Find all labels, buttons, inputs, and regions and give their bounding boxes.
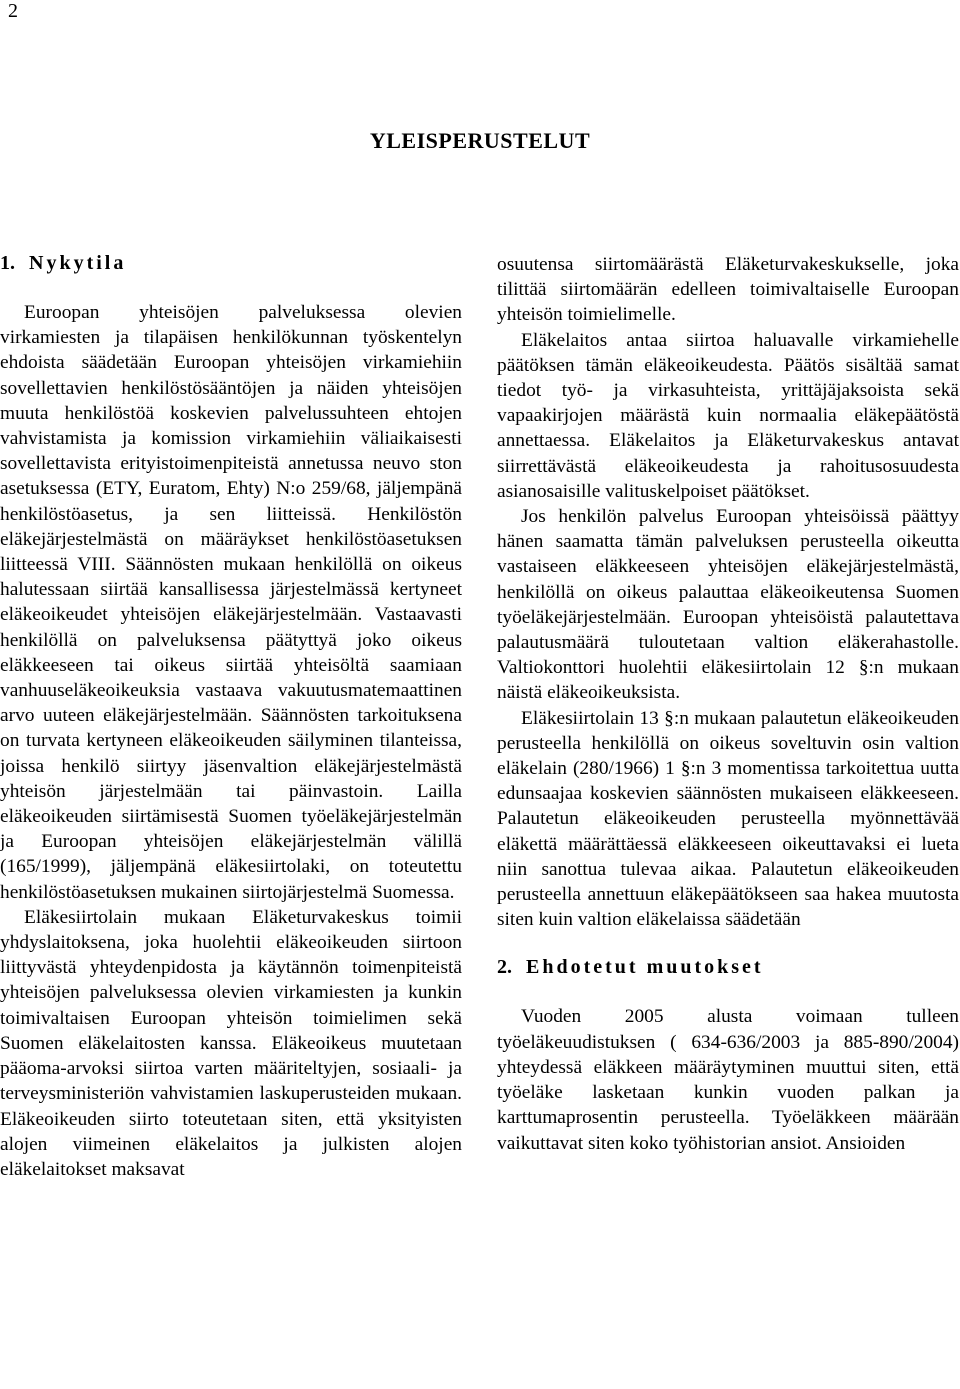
right-paragraph-continued: osuutensa siirtomäärästä Eläketurvakeskukselle, joka tilittää siirtomäärän edelleen toimivaltaiselle Euroopan yhteisön toimielimelle. (497, 254, 959, 326)
right-paragraph-3: Eläkesiirtolain 13 §:n mukaan palautetun eläkeoikeuden perusteella henkilöllä on oikeus soveltuvin osin valtion eläkelain (280/1966) 1 §:n 3 momentissa tarkoitettua uutta edunsaajaa koskevien säännösten mukaiseen eläkkeeseen. Palautetun eläkeoikeuden perusteella myönnettävää eläkettä määrättäessä eläkkeeseen oikeuttavaksi ei lueta niin sanottua tulevaa aikaa. Palautetun eläkeoikeuden perusteella annettuun eläkepäätökseen saa hakea muutosta siten kuin valtion eläkelaissa säädetään (497, 707, 959, 931)
right-column (497, 252, 959, 1156)
page-number: 2 (8, 0, 18, 22)
section-1-title (0, 252, 462, 275)
section-2-label: Ehdotetut muutokset (526, 956, 764, 979)
section-1-number: 1. (0, 252, 15, 274)
left-paragraph-1: Euroopan yhteisöjen palveluksessa olevien virkamiesten ja tilapäisen henkilökunnan työskentelyn ehdoista säädetään Euroopan yhteisöjen virkamiehiin sovellettavien henkilöstösääntöjen ja näiden yhteisöjen muuta henkilöstöä koskevien palvelussuhteen ehtojen vahvistamista ja komission virkamiehiin väliaikaisesti sovellettavista erityistoimenpiteistä annetussa neuvo ston asetuksessa (ETY, Euratom, Ehty) N:o 259/68, jäljempänä henkilöstöasetus, ja sen liitteissä. Henkilöstön eläkejärjestelmästä on määräykset henkilöstöasetuksen liitteessä VIII. Säännösten mukaan henkilöllä on oikeus halutessaan siirtää kansallisessa järjestelmässä kertyneet eläkeoikeudet yhteisöjen eläkejärjestelmään. Vastaavasti henkilöllä on palveluksensa päätyttyä joko oikeus eläkkeeseen tai oikeus siirtää yhteisöltä saamiaan vanhuuseläkeoikeuksia vastaava vakuutusmatemaattinen arvo uuteen eläkejärjestelmään. Säännösten tarkoituksena on turvata kertyneen eläkeoikeuden säilyminen tilanteissa, joissa henkilö siirtyy jäsenvaltion eläkejärjestelmästä yhteisön järjestelmään tai päinvastoin. Lailla eläkeoikeuden siirtämisestä Suomen työeläkejärjestelmän ja Euroopan yhteisöjen eläkejärjestelmän välillä (165/1999), jäljempänä eläkesiirtolaki, on toteutettu henkilöstöasetuksen mukainen siirtojärjestelmä Suomessa. (0, 302, 462, 903)
right-paragraph-4: Vuoden 2005 alusta voimaan tulleen työeläkeuudistuksen ( 634-636/2003 ja 885-890/2004) yhteydessä eläkkeen määräytyminen muuttui siten, että työeläke lasketaan kunkin vuoden palkan ja karttumaprosentin perusteella. Työeläkkeen määrään vaikuttavat siten koko työhistorian ansiot. Ansioiden (497, 1006, 959, 1154)
document-heading: YLEISPERUSTELUT (369, 128, 591, 153)
left-column (0, 252, 462, 1182)
section-2-title (497, 956, 959, 979)
right-paragraph-1: Eläkelaitos antaa siirtoa haluavalle virkamiehelle päätöksen tämän eläkeoikeudesta. Päätös sisältää samat tiedot työ- ja virkasuhteista, yrittäjäjaksoista sekä vapaakirjojen määrästä kuin normaalia eläkepäätöstä annettaessa. Eläkelaitos ja Eläketurvakeskus antavat siirrettävästä eläkeoikeudesta ja rahoitusosuudesta asianosaisille valituskelpoiset päätökset. (497, 329, 959, 502)
section-2-number: 2. (497, 956, 512, 979)
left-paragraph-2: Eläkesiirtolain mukaan Eläketurvakeskus toimii yhdyslaitoksena, joka huolehtii eläkeoikeuden siirtoon liittyvästä yhteydenpidosta ja käytännön toimenpiteistä yhteisöjen palveluksessa olevien virkamiesten ja kunkin toimivaltaisen Euroopan yhteisön toimielimen sekä Suomen eläkelaitosten kanssa. Eläkeoikeus muutetaan pääoma-arvoksi siirtoa varten määriteltyjen, sosiaali- ja terveysministeriön vahvistamien laskuperusteiden mukaan. Eläkeoikeuden siirto toteutetaan siten, että yksityisten alojen viimeinen eläkelaitos ja julkisten alojen eläkelaitokset maksavat (0, 906, 462, 1180)
right-paragraph-2: Jos henkilön palvelus Euroopan yhteisöissä päättyy hänen saamatta tämän palveluksen perusteella oikeutta vastaiseen eläkkeeseen yhteisöjen eläkejärjestelmästä, henkilöllä on oikeus palauttaa eläkeoikeutensa Suomen työeläkejärjestelmään. Euroopan yhteisöistä palautettava palautusmäärä tuloutetaan valtion eläkerahastolle. Valtiokonttori huolehtii eläkesiirtolain 12 §:n mukaan näistä eläkeoikeuksista. (497, 506, 959, 704)
section-1-label: Nykytila (29, 252, 127, 274)
